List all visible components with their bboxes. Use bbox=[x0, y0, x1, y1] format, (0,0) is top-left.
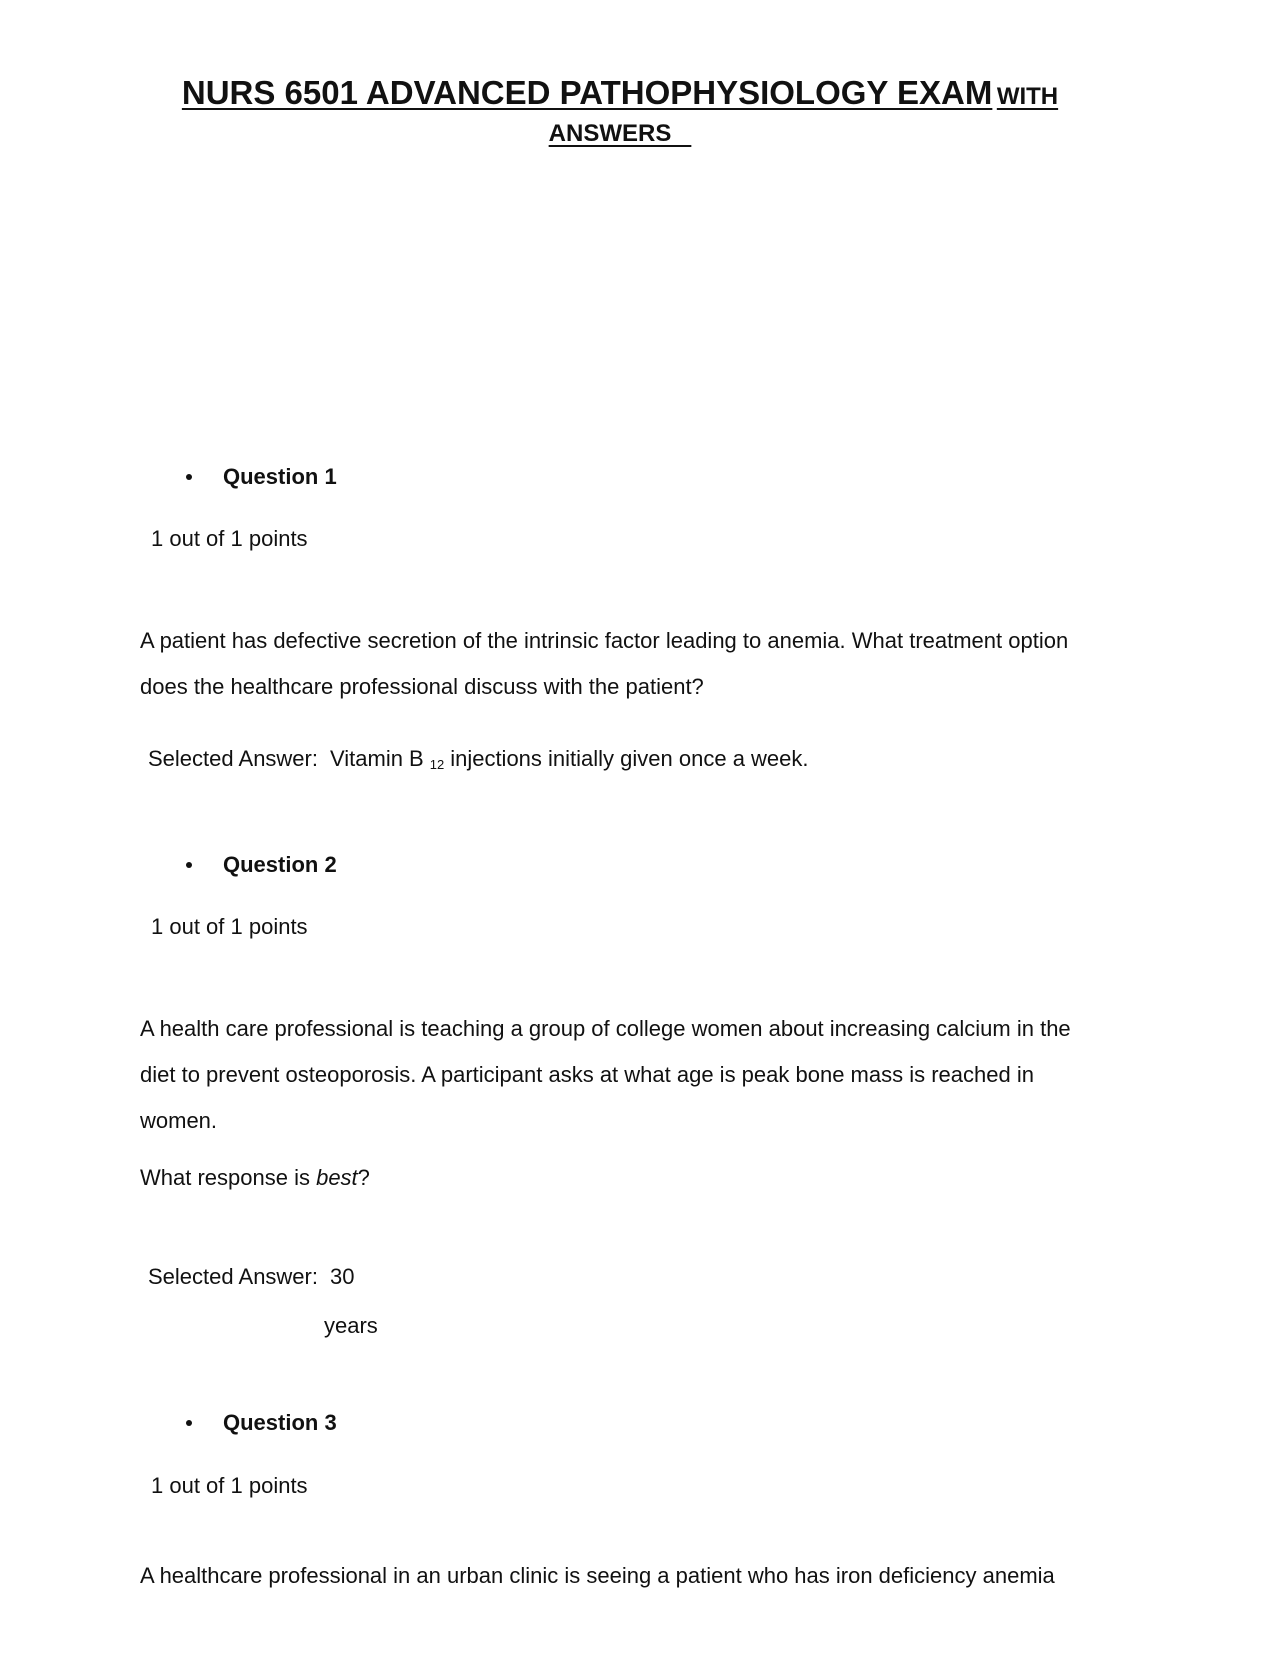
question-3-text: A healthcare professional in an urban clinic is seeing a patient who has iron deficiency anemia bbox=[140, 1563, 1055, 1588]
bullet-icon bbox=[186, 474, 192, 480]
answer-value: 30 bbox=[329, 1264, 355, 1289]
bullet-icon bbox=[186, 1420, 192, 1426]
question-1-points: 1 out of 1 points bbox=[151, 526, 308, 551]
prompt-post: ? bbox=[357, 1165, 370, 1190]
answer-value-continued: years bbox=[324, 1313, 378, 1338]
answer-label: Selected Answer: bbox=[148, 1264, 318, 1289]
answer-text-post: injections initially given once a week. bbox=[450, 746, 809, 771]
question-1-label: Question 1 bbox=[223, 464, 337, 489]
question-2-body: A health care professional is teaching a group of college women about increasing calcium in the diet to prevent osteoporosis. A participant asks at what age is peak bone mass is reached in women. bbox=[140, 1016, 1071, 1133]
prompt-emphasis: best bbox=[316, 1165, 358, 1190]
question-2-heading bbox=[186, 852, 337, 878]
question-3-heading bbox=[186, 1410, 337, 1436]
answer-label: Selected Answer: bbox=[148, 746, 318, 771]
question-1-heading bbox=[186, 464, 337, 490]
question-1-text: A patient has defective secretion of the intrinsic factor leading to anemia. What treatment option does the healthcare professional discuss with the patient? bbox=[140, 628, 1069, 699]
answer-subscript: 12 bbox=[429, 757, 445, 772]
question-2-answer bbox=[148, 1264, 354, 1290]
bullet-icon bbox=[186, 862, 192, 868]
question-2-prompt bbox=[140, 1166, 1100, 1190]
question-3-label: Question 3 bbox=[223, 1410, 337, 1435]
answer-text-pre: Vitamin B bbox=[329, 746, 424, 771]
document-title bbox=[0, 74, 1240, 112]
question-2-label: Question 2 bbox=[223, 852, 337, 877]
question-1-answer bbox=[148, 746, 809, 772]
prompt-pre: What response is bbox=[140, 1165, 317, 1190]
title-with: WITH bbox=[996, 83, 1059, 110]
title-subline bbox=[0, 120, 1240, 148]
title-main: NURS 6501 ADVANCED PATHOPHYSIOLOGY EXAM bbox=[181, 74, 993, 111]
title-answers: ANSWERS bbox=[548, 120, 692, 147]
question-2-points: 1 out of 1 points bbox=[151, 914, 308, 939]
question-3-points: 1 out of 1 points bbox=[151, 1473, 308, 1498]
question-2-text bbox=[140, 1006, 1100, 1144]
